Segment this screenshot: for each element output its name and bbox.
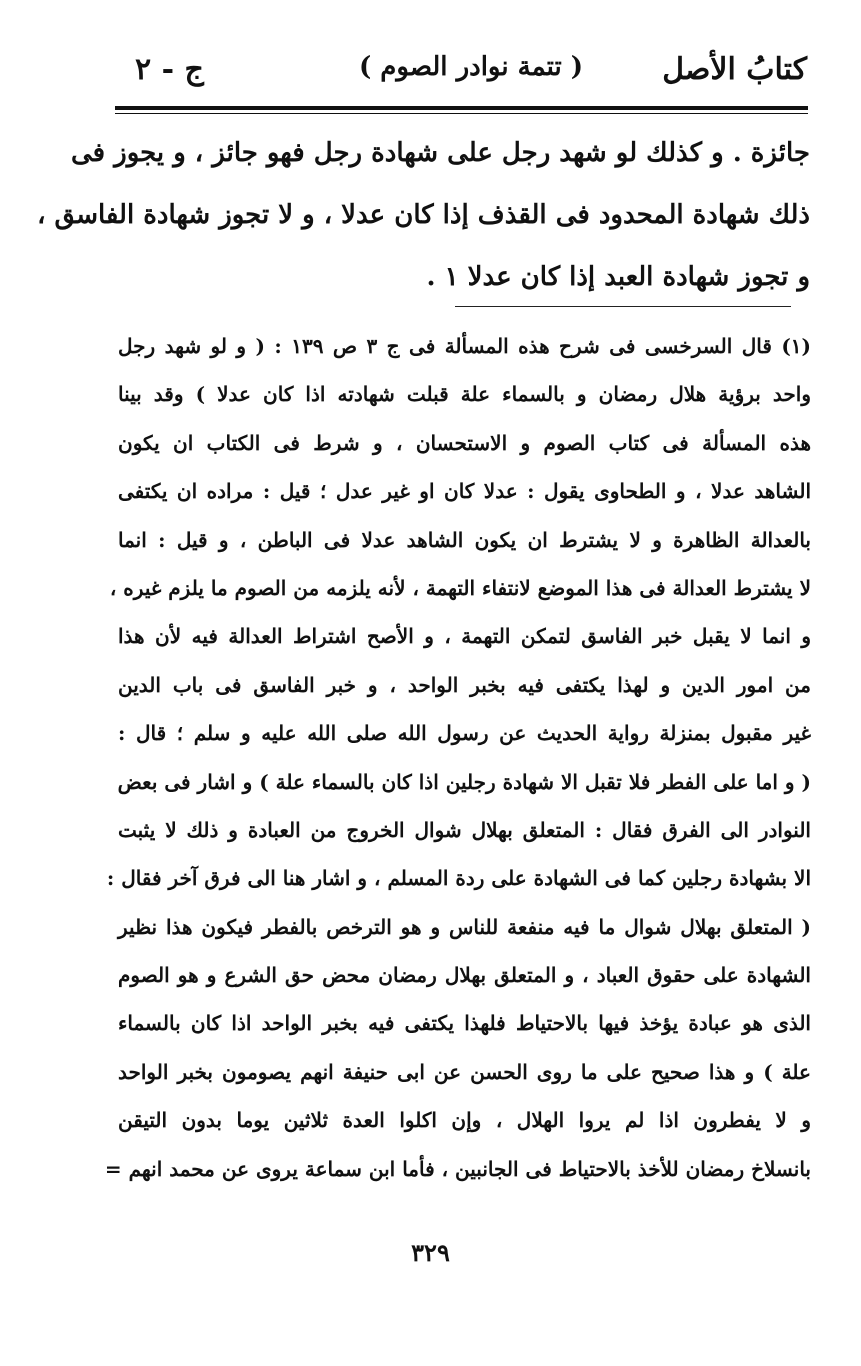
footnote-line: ( المتعلق بهلال شوال ما فيه منفعة للناس و هو الترخص بالفطر فيكون هذا نظير [118, 914, 811, 939]
footnote-line: الشاهد عدلا ، و الطحاوى يقول : عدلا كان او غير عدل ؛ قيل : مراده ان يكتفى [118, 479, 811, 504]
footnote-line: واحد برؤية هلال رمضان و بالسماء علة قبلت شهادته اذا كان عدلا ) وقد بينا [118, 382, 811, 407]
footnote [104, 322, 812, 1193]
volume-label: ج - ٢ [135, 52, 204, 87]
footnote-line: هذه المسألة فى كتاب الصوم و الاستحسان ، و شرط فى الكتاب ان يكون [118, 430, 811, 455]
main-text [37, 122, 810, 308]
footnote-line: الشهادة على حقوق العباد ، و المتعلق بهلال رمضان محض حق الشرع و هو الصوم [118, 963, 811, 988]
running-header [135, 52, 807, 96]
section-title: ( تتمة نوادر الصوم ) [358, 52, 584, 82]
footnote-line: و انما لا يقبل خبر الفاسق لتمكن التهمة ، و الأصح اشتراط العدالة فيه لأن هذا [118, 624, 811, 649]
footnote-line: الذى هو عبادة يؤخذ فيها بالاحتياط فلهذا يكتفى فيه بخبر الواحد اذا كان بالسماء [118, 1011, 811, 1036]
footnote-line: الا بشهادة رجلين كما فى الشهادة على ردة المسلم ، و اشار هنا الى فرق آخر فقال : [106, 866, 811, 891]
footnote-line: بالعدالة الظاهرة و لا يشترط ان يكون الشاهد عدلا فى الباطن ، و قيل : انما [118, 527, 811, 552]
footnote-line: و لا يفطرون اذا لم يروا الهلال ، وإن اكلوا العدة ثلاثين يوما بدون التيقن [118, 1108, 811, 1133]
footnote-line: (١) قال السرخسى فى شرح هذه المسألة فى ج ٣ ص ١٣٩ : ( و لو شهد رجل [118, 334, 812, 358]
footnote-line: النوادر الى الفرق فقال : المتعلق بهلال شوال الخروج من العبادة و ذلك لا يثبت [118, 817, 811, 842]
main-line: و تجوز شهادة العبد إذا كان عدلا ١ . [426, 262, 810, 292]
header-rule-thin [115, 113, 808, 114]
header-rule-thick [115, 106, 808, 110]
footnote-separator [455, 306, 791, 307]
footnote-line: علة ) و هذا صحيح على ما روى الحسن عن ابى حنيفة انهم يصومون بخبر الواحد [118, 1059, 811, 1084]
footnote-line: من امور الدين و لهذا يكتفى فيه بخبر الواحد ، و خبر الفاسق فى باب الدين [118, 672, 811, 697]
page-number: ٣٢٩ [411, 1238, 450, 1267]
main-line: ذلك شهادة المحدود فى القذف إذا كان عدلا ، و لا تجوز شهادة الفاسق ، [37, 200, 810, 230]
footnote-line: ( و اما على الفطر فلا تقبل الا شهادة رجلين اذا كان بالسماء علة ) و اشار فى بعض [117, 769, 811, 794]
footnote-line: غير مقبول بمنزلة رواية الحديث عن رسول الله صلى الله عليه و سلم ؛ قال : [118, 721, 811, 746]
book-title: كتابُ الأصل [662, 52, 807, 87]
main-line: جائزة . و كذلك لو شهد رجل على شهادة رجل فهو جائز ، و يجوز فى [70, 138, 810, 168]
footnote-line: لا يشترط العدالة فى هذا الموضع لانتفاء التهمة ، لأنه يلزمه من الصوم ما يلزم غيره ، [109, 575, 811, 600]
footnote-line: بانسلاخ رمضان للأخذ بالاحتياط فى الجانبين ، فأما ابن سماعة يروى عن محمد انهم = [104, 1156, 811, 1181]
